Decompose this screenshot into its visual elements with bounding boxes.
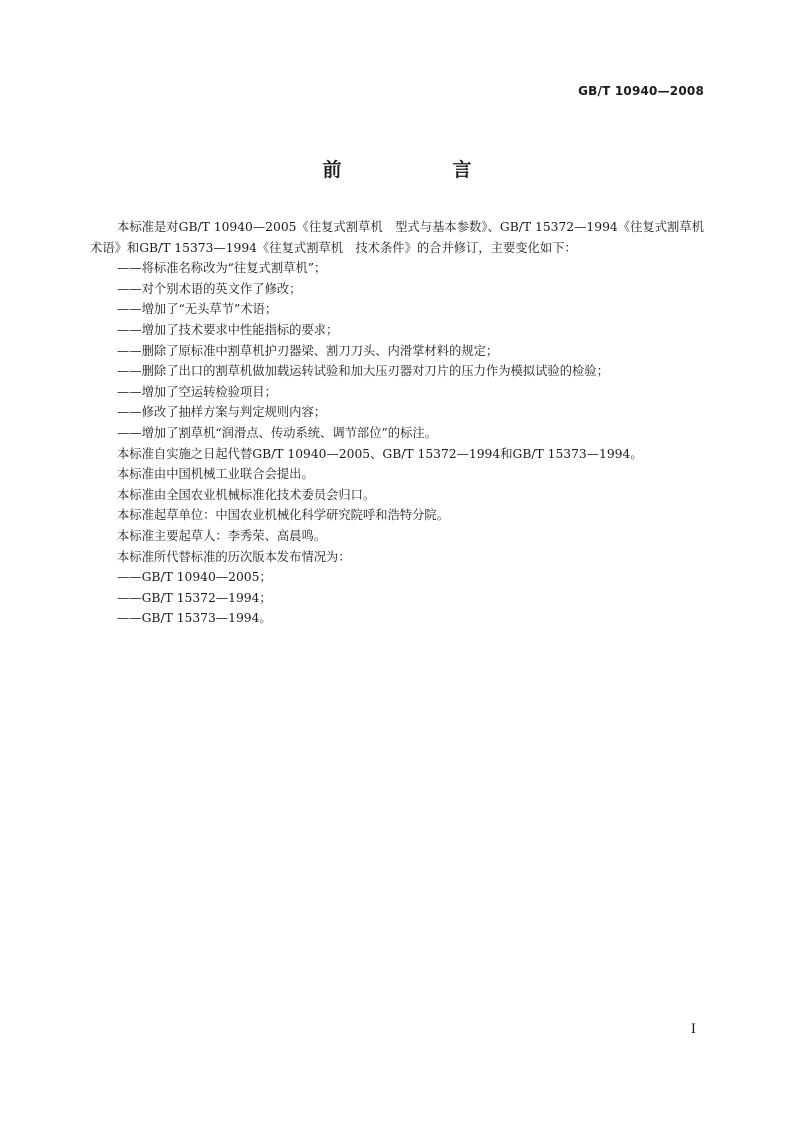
history-item: ——GB/T 15372—1994； — [117, 590, 272, 605]
foreword-body — [90, 217, 717, 629]
change-item: ——将标准名称改为“往复式割草机”； — [117, 261, 327, 276]
committee-statement: 本标准由全国农业机械标准化技术委员会归口。 — [117, 487, 376, 502]
replacement-statement: 本标准自实施之日起代替GB/T 10940—2005、GB/T 15372—1994和GB/T 15373—1994。 — [117, 446, 643, 461]
history-item: ——GB/T 10940—2005； — [117, 570, 272, 585]
history-item: ——GB/T 15373—1994。 — [117, 611, 272, 626]
history-intro-statement: 本标准所代替标准的历次版本发布情况为： — [117, 549, 351, 564]
page-title: 前 言 — [322, 159, 518, 181]
change-item: ——增加了“无头草节”术语； — [117, 302, 278, 317]
change-item: ——修改了抽样方案与判定规则内容； — [117, 405, 327, 420]
change-item: ——增加了割草机“润滑点、传动系统、调节部位”的标注。 — [117, 425, 437, 440]
standard-code: GB/T 10940—2008 — [578, 84, 704, 98]
intro-paragraph: 本标准是对GB/T 10940—2005《往复式割草机 型式与基本参数》、GB/T 15372—1994《往复式割草机 术语》和GB/T 15373—1994《往复式割草机 技术条件》的合并修订，主要变化如下： — [90, 220, 717, 255]
proposer-statement: 本标准由中国机械工业联合会提出。 — [117, 467, 314, 482]
page-number: I — [690, 1022, 696, 1037]
drafting-unit-statement: 本标准起草单位：中国农业机械化科学研究院呼和浩特分院。 — [117, 508, 450, 523]
change-item: ——增加了空运转检验项目； — [117, 384, 277, 399]
change-item: ——删除了出口的割草机做加载运转试验和加大压刃器对刀片的压力作为模拟试验的检验； — [117, 364, 609, 379]
drafters-statement: 本标准主要起草人：李秀荣、高晨鸣。 — [117, 528, 327, 543]
change-item: ——删除了原标准中割草机护刃器梁、割刀刀头、内滑掌材料的规定； — [117, 343, 499, 358]
change-item: ——对个别术语的英文作了修改； — [117, 281, 302, 296]
change-item: ——增加了技术要求中性能指标的要求； — [117, 322, 339, 337]
